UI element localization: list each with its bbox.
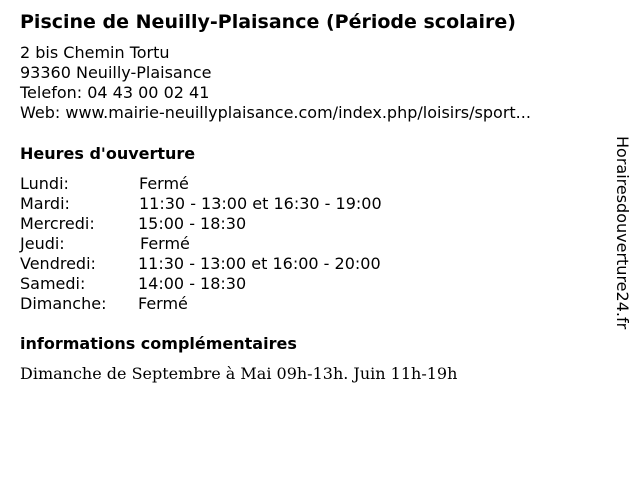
opening-time: 14:00 - 18:30	[138, 274, 247, 293]
opening-time: 15:00 - 18:30	[138, 214, 247, 233]
day-label: Mardi:	[20, 194, 70, 213]
opening-time: Fermé	[140, 234, 190, 253]
day-label: Jeudi:	[20, 234, 65, 253]
opening-time: Fermé	[139, 174, 189, 193]
opening-time: Fermé	[138, 294, 188, 313]
day-label: Mercredi:	[20, 214, 95, 233]
city-address: 93360 Neuilly-Plaisance	[20, 63, 212, 82]
hours-heading: Heures d'ouverture	[20, 144, 196, 163]
street-address: 2 bis Chemin Tortu	[20, 43, 170, 62]
day-label: Samedi:	[20, 274, 86, 293]
site-watermark: Horairesdouverture24.fr	[613, 136, 632, 330]
day-label: Lundi:	[20, 174, 69, 193]
page-title: Piscine de Neuilly-Plaisance (Période scolaire)	[20, 11, 516, 33]
opening-time: 11:30 - 13:00 et 16:30 - 19:00	[139, 194, 382, 213]
phone-number: Telefon: 04 43 00 02 41	[20, 83, 210, 102]
info-text: Dimanche de Septembre à Mai 09h-13h. Juin 11h-19h	[20, 364, 458, 383]
website-line: Web: www.mairie-neuillyplaisance.com/index.php/loisirs/sport...	[20, 103, 531, 122]
opening-time: 11:30 - 13:00 et 16:00 - 20:00	[138, 254, 381, 273]
info-heading: informations complémentaires	[20, 334, 297, 353]
address-block	[20, 43, 531, 123]
day-label: Dimanche:	[20, 294, 107, 313]
day-label: Vendredi:	[20, 254, 96, 273]
